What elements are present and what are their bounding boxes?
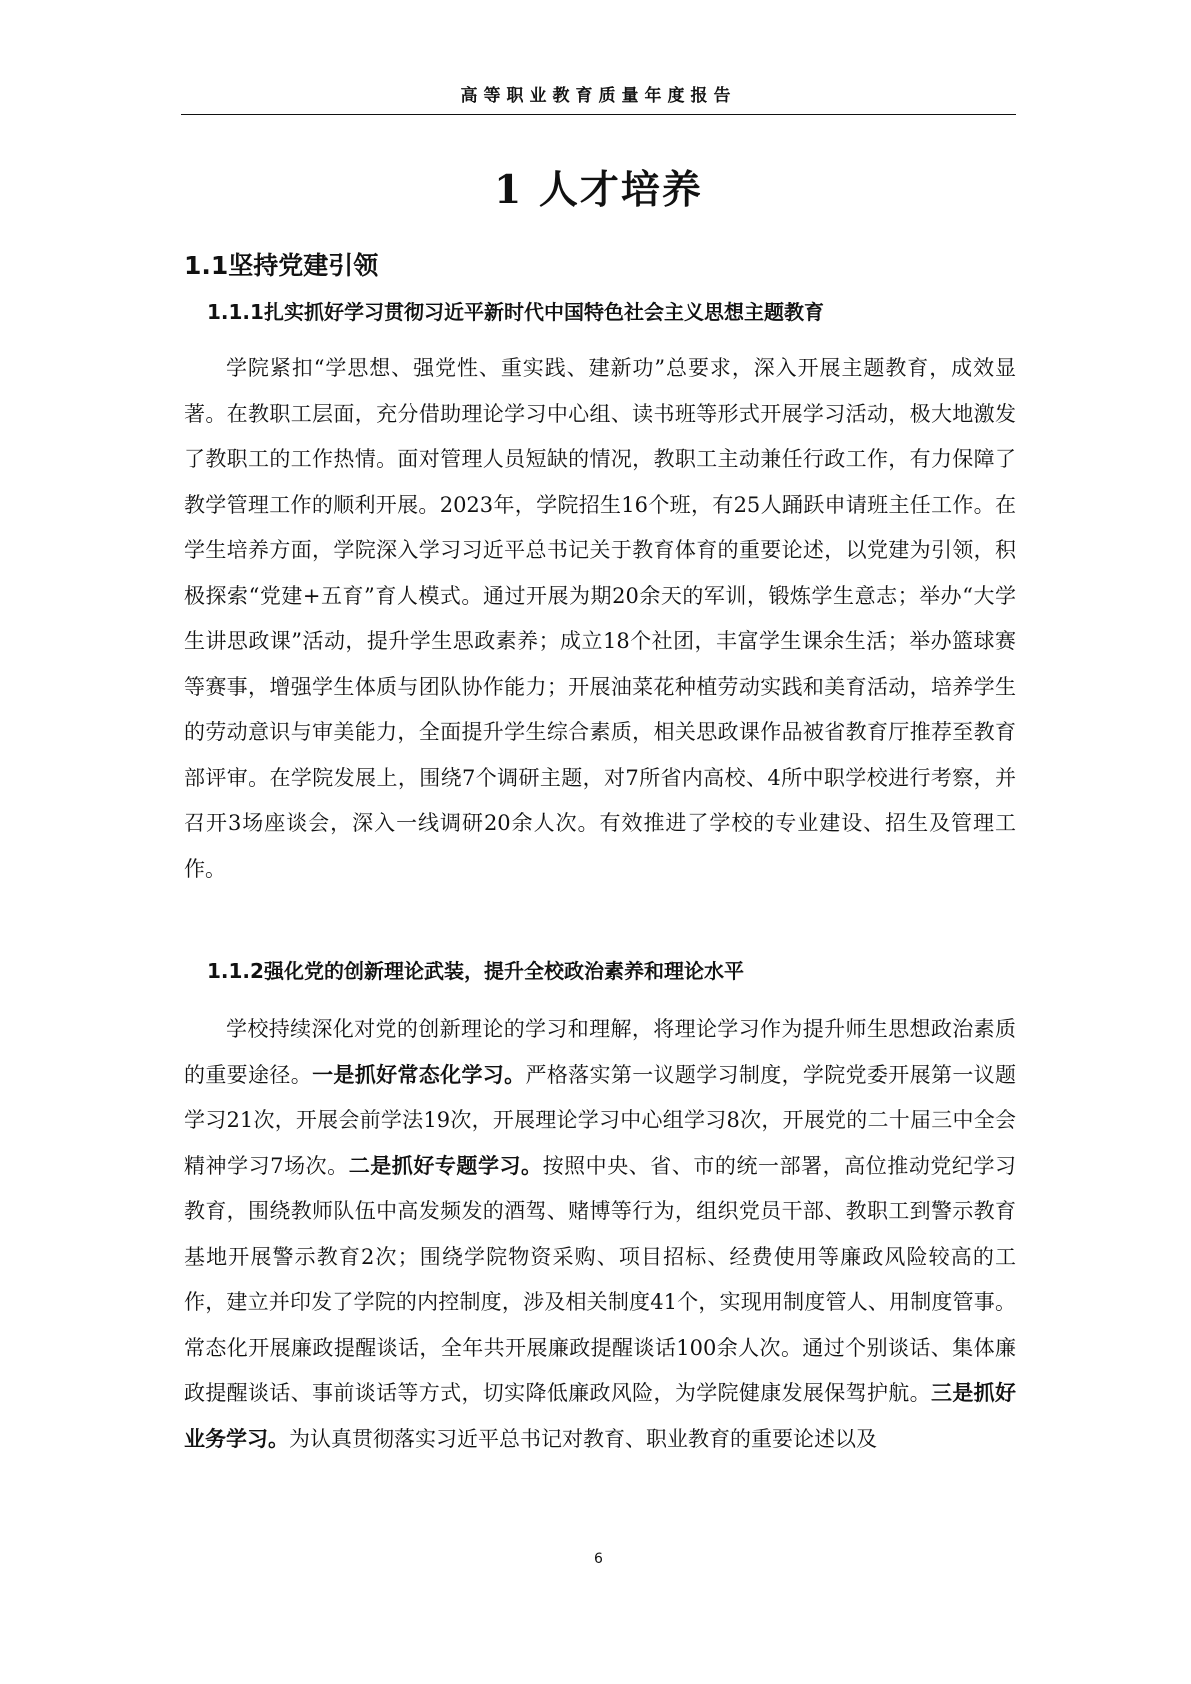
body-paragraph-2: [184, 1007, 1016, 1462]
header-divider: [181, 114, 1016, 115]
paragraph-text: 学校持续深化对党的创新理论的学习和理解，将理论学习作为提升师生思想政治素质的重要途径。: [184, 1017, 1016, 1087]
emphasis-phrase-1: 一是抓好常态化学习。: [312, 1062, 526, 1087]
page-number: 6: [594, 1551, 603, 1567]
chapter-title: 1 人才培养: [494, 167, 703, 213]
body-paragraph-1: 学院紧扣“学思想、强党性、重实践、建新功”总要求，深入开展主题教育，成效显著。在教职工层面，充分借助理论学习中心组、读书班等形式开展学习活动，极大地激发了教职工的工作热情。面对管理人员短缺的情况，教职工主动兼任行政工作，有力保障了教学管理工作的顺利开展。2023年，学院招生16个班，有25人踊跃申请班主任工作。在学生培养方面，学院深入学习习近平总书记关于教育体育的重要论述，以党建为引领，积极探索“党建+五育”育人模式。通过开展为期20余天的军训，锻炼学生意志；举办“大学生讲思政课”活动，提升学生思政素养；成立18个社团，丰富学生课余生活；举办篮球赛等赛事，增强学生体质与团队协作能力；开展油菜花种植劳动实践和美育活动，培养学生的劳动意识与审美能力，全面提升学生综合素质，相关思政课作品被省教育厅推荐至教育部评审。在学院发展上，围绕7个调研主题，对7所省内高校、4所中职学校进行考察，并召开3场座谈会，深入一线调研20余人次。有效推进了学校的专业建设、招生及管理工作。: [184, 356, 1016, 881]
emphasis-phrase-2: 二是抓好专题学习。: [348, 1153, 543, 1178]
paragraph-text: 按照中央、省、市的统一部署，高位推动党纪学习教育，围绕教师队伍中高发频发的酒驾、赌博等行为，组织党员干部、教职工到警示教育基地开展警示教育2次；围绕学院物资采购、项目招标、经费使用等廉政风险较高的工作，建立并印发了学院的内控制度，涉及相关制度41个，实现用制度管人、用制度管事。常态化开展廉政提醒谈话，全年共开展廉政提醒谈话100余人次。通过个别谈话、集体廉政提醒谈话、事前谈话等方式，切实降低廉政风险，为学院健康发展保驾护航。: [184, 1153, 1016, 1405]
running-header: 高等职业教育质量年度报告: [460, 86, 737, 106]
paragraph-text: 为认真贯彻落实习近平总书记对教育、职业教育的重要论述以及: [289, 1426, 877, 1451]
emphasis-phrase-3: 三是抓好业务学习。: [184, 1381, 1017, 1451]
subsection-heading-1-1-2: 1.1.2强化党的创新理论武装，提升全校政治素养和理论水平: [207, 959, 744, 983]
section-heading: 1.1坚持党建引领: [184, 251, 379, 280]
paragraph-text: 严格落实第一议题学习制度，学院党委开展第一议题学习21次，开展会前学法19次，开展理论学习中心组学习8次，开展党的二十届三中全会精神学习7场次。: [184, 1062, 1017, 1178]
subsection-heading-1-1-1: 1.1.1扎实抓好学习贯彻习近平新时代中国特色社会主义思想主题教育: [207, 300, 824, 324]
